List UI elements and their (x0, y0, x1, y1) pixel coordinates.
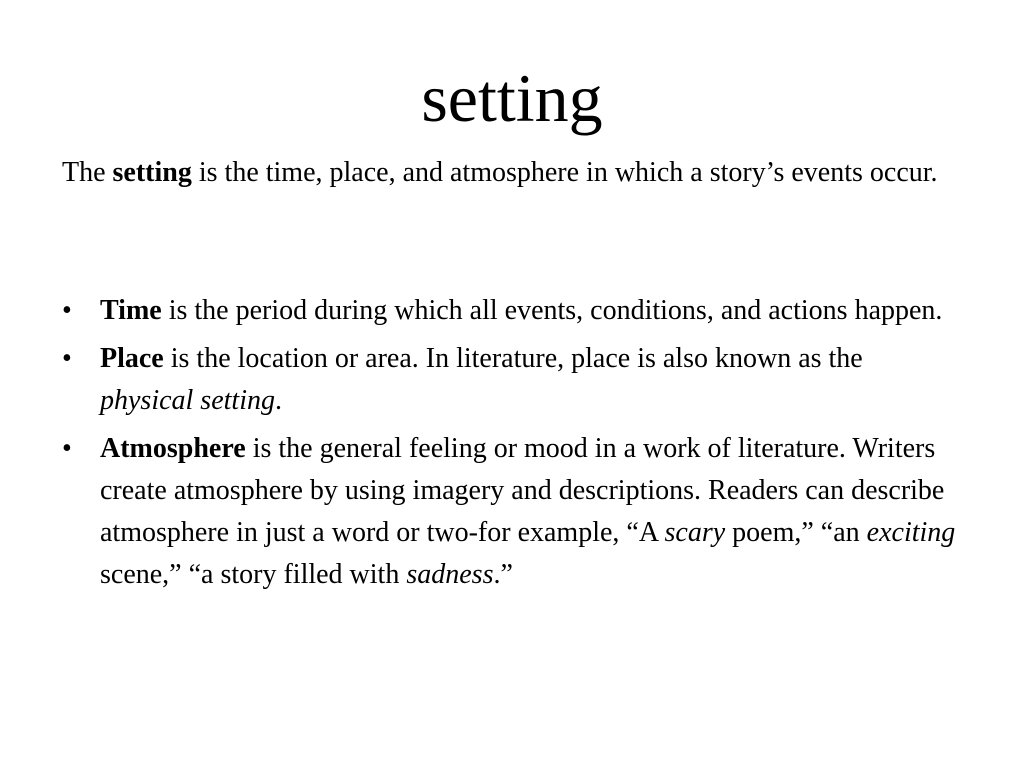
bullet-atmosphere (62, 428, 962, 596)
bullet-text-time: is the period during which all events, conditions, and actions happen. (161, 295, 943, 326)
bullet-place (62, 338, 962, 422)
intro-paragraph (62, 152, 982, 194)
bullet-time (62, 290, 962, 332)
bullet-marker: • (62, 343, 72, 374)
intro-text: is the time, place, and atmosphere in which a story’s events occur. (191, 157, 938, 188)
bullet-term-time: Time (100, 295, 162, 326)
bullet-text-place-a: is the location or area. In literature, place is also known as the (163, 343, 863, 374)
bullet-text-atmosphere-d: .” (493, 559, 513, 590)
intro-term: setting (112, 157, 192, 188)
bullet-text-atmosphere-b: poem,” “an (725, 517, 867, 548)
slide-title: setting (421, 60, 603, 136)
bullet-term-place: Place (100, 343, 164, 374)
bullet-list (62, 290, 962, 602)
bullet-text-atmosphere-c: scene,” “a story filled with (100, 559, 407, 590)
bullet-italic-sadness: sadness (406, 559, 494, 590)
bullet-italic-physical-setting: physical setting (100, 385, 275, 416)
bullet-text-place-b: . (274, 385, 282, 416)
bullet-marker: • (62, 295, 72, 326)
bullet-italic-scary: scary (664, 517, 726, 548)
bullet-text-atmosphere-a: is the general feeling or mood in a work of literature. Writers create atmosphere by using imagery and descriptions. Readers can describe atmosphere in just a word or two-for example, “A (100, 433, 945, 548)
intro-prefix: The (62, 157, 113, 188)
bullet-term-atmosphere: Atmosphere (100, 433, 246, 464)
bullet-italic-exciting: exciting (866, 517, 956, 548)
bullet-marker: • (62, 433, 72, 464)
